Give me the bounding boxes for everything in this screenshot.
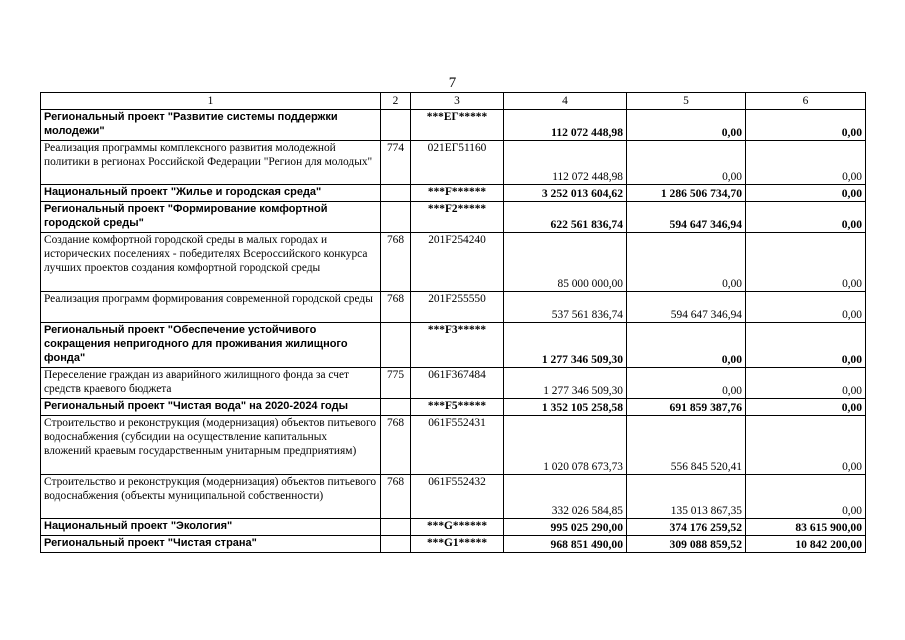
classifier-cell: 061F552432 xyxy=(411,475,504,519)
name-cell: Региональный проект "Развитие системы поддержки молодежи" xyxy=(41,110,381,141)
classifier-cell: ***ЕГ***** xyxy=(411,110,504,141)
column-header-3: 3 xyxy=(411,93,504,110)
code-cell: 775 xyxy=(381,368,411,399)
amount-cell-4: 995 025 290,00 xyxy=(504,519,627,536)
amount-cell-5: 594 647 346,94 xyxy=(627,292,746,323)
amount-cell-4: 112 072 448,98 xyxy=(504,141,627,185)
table-row-section xyxy=(41,110,866,141)
column-header-1: 1 xyxy=(41,93,381,110)
table-row-item xyxy=(41,475,866,519)
amount-cell-4: 85 000 000,00 xyxy=(504,233,627,292)
amount-cell-5: 594 647 346,94 xyxy=(627,202,746,233)
amount-cell-6: 0,00 xyxy=(746,292,866,323)
code-cell xyxy=(381,202,411,233)
amount-cell-5: 135 013 867,35 xyxy=(627,475,746,519)
code-cell xyxy=(381,399,411,416)
code-cell: 768 xyxy=(381,416,411,475)
name-cell: Переселение граждан из аварийного жилищного фонда за счет средств краевого бюджета xyxy=(41,368,381,399)
table-row-section xyxy=(41,185,866,202)
code-cell: 768 xyxy=(381,475,411,519)
classifier-cell: ***G1***** xyxy=(411,536,504,553)
amount-cell-4: 3 252 013 604,62 xyxy=(504,185,627,202)
column-header-5: 5 xyxy=(627,93,746,110)
classifier-cell: 061F367484 xyxy=(411,368,504,399)
code-cell xyxy=(381,519,411,536)
amount-cell-5: 0,00 xyxy=(627,323,746,368)
classifier-cell: 201F255550 xyxy=(411,292,504,323)
amount-cell-6: 0,00 xyxy=(746,202,866,233)
name-cell: Региональный проект "Чистая вода" на 2020-2024 годы xyxy=(41,399,381,416)
amount-cell-6: 0,00 xyxy=(746,368,866,399)
classifier-cell: ***F5***** xyxy=(411,399,504,416)
code-cell xyxy=(381,536,411,553)
amount-cell-6: 10 842 200,00 xyxy=(746,536,866,553)
classifier-cell: 021ЕГ51160 xyxy=(411,141,504,185)
name-cell: Национальный проект "Жилье и городская среда" xyxy=(41,185,381,202)
amount-cell-4: 968 851 490,00 xyxy=(504,536,627,553)
amount-cell-6: 0,00 xyxy=(746,323,866,368)
classifier-cell: ***F2***** xyxy=(411,202,504,233)
table-row-section xyxy=(41,323,866,368)
name-cell: Региональный проект "Обеспечение устойчивого сокращения непригодного для проживания жилищного фонда" xyxy=(41,323,381,368)
page-number: 7 xyxy=(448,75,457,91)
amount-cell-5: 1 286 506 734,70 xyxy=(627,185,746,202)
classifier-cell: ***G****** xyxy=(411,519,504,536)
name-cell: Национальный проект "Экология" xyxy=(41,519,381,536)
amount-cell-6: 0,00 xyxy=(746,416,866,475)
amount-cell-4: 1 277 346 509,30 xyxy=(504,323,627,368)
column-header-6: 6 xyxy=(746,93,866,110)
code-cell xyxy=(381,185,411,202)
code-cell: 768 xyxy=(381,292,411,323)
amount-cell-6: 0,00 xyxy=(746,399,866,416)
amount-cell-5: 0,00 xyxy=(627,233,746,292)
amount-cell-4: 1 352 105 258,58 xyxy=(504,399,627,416)
name-cell: Строительство и реконструкция (модернизация) объектов питьевого водоснабжения (объекты муниципальной собственности) xyxy=(41,475,381,519)
amount-cell-6: 0,00 xyxy=(746,233,866,292)
amount-cell-4: 112 072 448,98 xyxy=(504,110,627,141)
amount-cell-4: 1 020 078 673,73 xyxy=(504,416,627,475)
name-cell: Региональный проект "Формирование комфортной городской среды" xyxy=(41,202,381,233)
code-cell: 768 xyxy=(381,233,411,292)
amount-cell-6: 0,00 xyxy=(746,141,866,185)
amount-cell-6: 0,00 xyxy=(746,110,866,141)
table-row-item xyxy=(41,368,866,399)
amount-cell-5: 556 845 520,41 xyxy=(627,416,746,475)
amount-cell-4: 1 277 346 509,30 xyxy=(504,368,627,399)
amount-cell-5: 374 176 259,52 xyxy=(627,519,746,536)
name-cell: Строительство и реконструкция (модернизация) объектов питьевого водоснабжения (субсидии на осуществление капитальных вложений краевым государственным унитарным предприятиям) xyxy=(41,416,381,475)
name-cell: Реализация программ формирования современной городской среды xyxy=(41,292,381,323)
classifier-cell: 201F254240 xyxy=(411,233,504,292)
budget-table xyxy=(40,92,866,553)
amount-cell-5: 0,00 xyxy=(627,110,746,141)
table-row-item xyxy=(41,416,866,475)
amount-cell-5: 0,00 xyxy=(627,141,746,185)
classifier-cell: ***F****** xyxy=(411,185,504,202)
code-cell: 774 xyxy=(381,141,411,185)
name-cell: Реализация программы комплексного развития молодежной политики в регионах Российской Федерации "Регион для молодых" xyxy=(41,141,381,185)
table-row-section xyxy=(41,519,866,536)
classifier-cell: 061F552431 xyxy=(411,416,504,475)
table-row-item xyxy=(41,292,866,323)
table-row-section xyxy=(41,399,866,416)
name-cell: Региональный проект "Чистая страна" xyxy=(41,536,381,553)
amount-cell-5: 0,00 xyxy=(627,368,746,399)
amount-cell-4: 537 561 836,74 xyxy=(504,292,627,323)
column-header-4: 4 xyxy=(504,93,627,110)
table-row-item xyxy=(41,233,866,292)
name-cell: Создание комфортной городской среды в малых городах и исторических поселениях - победителях Всероссийского конкурса лучших проектов создания комфортной городской среды xyxy=(41,233,381,292)
column-header-2: 2 xyxy=(381,93,411,110)
amount-cell-5: 309 088 859,52 xyxy=(627,536,746,553)
code-cell xyxy=(381,323,411,368)
code-cell xyxy=(381,110,411,141)
amount-cell-6: 83 615 900,00 xyxy=(746,519,866,536)
table-header-row xyxy=(41,93,866,110)
amount-cell-6: 0,00 xyxy=(746,475,866,519)
table-body xyxy=(41,110,866,553)
table-row-section xyxy=(41,202,866,233)
table-row-item xyxy=(41,141,866,185)
table-row-section xyxy=(41,536,866,553)
amount-cell-5: 691 859 387,76 xyxy=(627,399,746,416)
classifier-cell: ***F3***** xyxy=(411,323,504,368)
amount-cell-6: 0,00 xyxy=(746,185,866,202)
amount-cell-4: 622 561 836,74 xyxy=(504,202,627,233)
amount-cell-4: 332 026 584,85 xyxy=(504,475,627,519)
